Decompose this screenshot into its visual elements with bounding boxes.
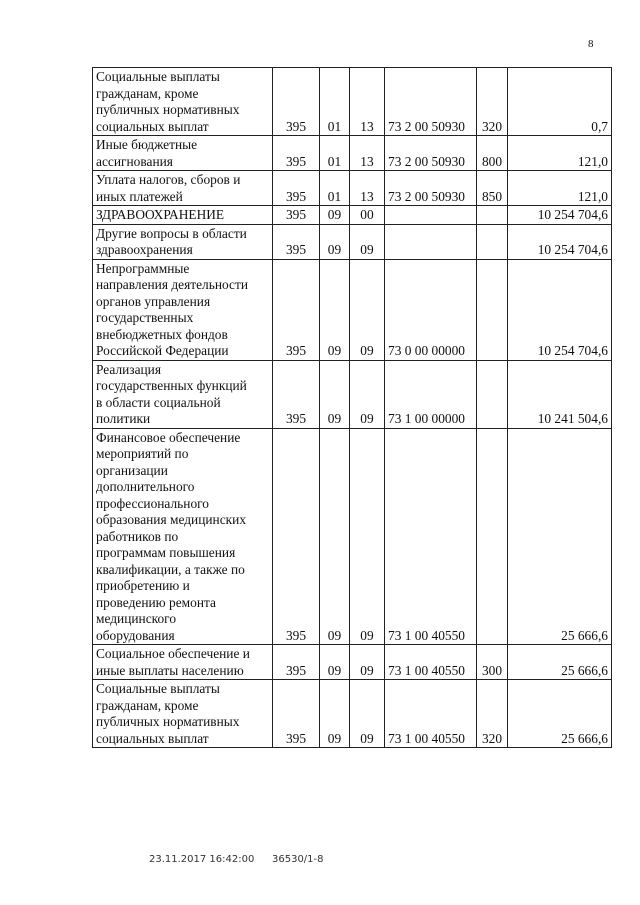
name-line: иные выплаты населению [96,662,244,678]
ved-cell: 395 [273,136,320,171]
name-line: приобретению и [96,578,190,593]
name-line: квалификации, а также по [96,561,245,577]
table-row [93,360,612,428]
name-line: Иные бюджетные [96,137,198,152]
pr-cell: 00 [350,206,385,225]
name-line: оборудования [96,627,175,643]
rz-cell: 09 [320,680,350,748]
name-line: программам повышения [96,545,236,560]
pr-cell: 13 [350,171,385,206]
name-cell [93,428,273,645]
csr-cell: 73 1 00 00000 [385,360,477,428]
table-row [93,206,612,225]
csr-cell: 73 0 00 00000 [385,259,477,360]
name-line: гражданам, кроме [96,85,199,101]
name-line: органов управления [96,293,211,309]
sum-cell: 121,0 [508,136,612,171]
name-line: дополнительного [96,479,195,494]
rz-cell: 09 [320,206,350,225]
ved-cell: 395 [273,259,320,360]
rz-cell: 09 [320,645,350,680]
name-line: социальных выплат [96,730,209,746]
sum-cell: 10 254 704,6 [508,206,612,225]
pr-cell: 09 [350,259,385,360]
rz-cell: 09 [320,259,350,360]
name-cell [93,645,273,680]
vr-cell [477,360,508,428]
sum-cell: 25 666,6 [508,645,612,680]
table-row [93,224,612,259]
table-row [93,259,612,360]
ved-cell: 395 [273,224,320,259]
rz-cell: 01 [320,136,350,171]
name-line: иных платежей [96,188,183,204]
vr-cell: 800 [477,136,508,171]
sum-cell: 10 254 704,6 [508,259,612,360]
name-line: государственных функций [96,378,247,393]
sum-cell: 121,0 [508,171,612,206]
name-cell [93,680,273,748]
vr-cell [477,428,508,645]
table-row [93,136,612,171]
name-line: работников по [96,528,179,544]
name-line: Непрограммные [96,260,190,276]
csr-cell: 73 2 00 50930 [385,68,477,136]
ved-cell: 395 [273,645,320,680]
name-line: политики [96,411,151,426]
rz-cell: 09 [320,428,350,645]
footer-doc-number: 36530/1-8 [272,854,324,865]
page-number: 8 [588,38,594,50]
name-cell [93,360,273,428]
ved-cell: 395 [273,206,320,225]
rz-cell: 09 [320,224,350,259]
csr-cell [385,206,477,225]
ved-cell: 395 [273,171,320,206]
name-line: публичных нормативных [96,102,240,117]
name-line: внебюджетных фондов [96,326,228,342]
name-line: образования медицинских [96,512,247,527]
vr-cell: 300 [477,645,508,680]
name-cell [93,224,273,259]
name-line: Социальные выплаты [96,681,220,696]
rz-cell: 09 [320,360,350,428]
name-line: Российской Федерации [96,343,229,358]
table-row [93,428,612,645]
csr-cell: 73 1 00 40550 [385,645,477,680]
pr-cell: 09 [350,680,385,748]
name-line: гражданам, кроме [96,697,199,713]
csr-cell: 73 2 00 50930 [385,171,477,206]
name-cell [93,171,273,206]
name-line: медицинского [96,611,177,626]
pr-cell: 13 [350,68,385,136]
name-line: Реализация [96,361,162,377]
pr-cell: 09 [350,645,385,680]
table-body [93,68,612,748]
table-row [93,171,612,206]
vr-cell [477,206,508,225]
sum-cell: 0,7 [508,68,612,136]
name-cell [93,259,273,360]
sum-cell: 10 241 504,6 [508,360,612,428]
csr-cell [385,224,477,259]
name-line: Финансовое обеспечение [96,429,241,445]
name-line: направления деятельности [96,277,249,292]
name-line: Социальные выплаты [96,69,220,84]
pr-cell: 09 [350,224,385,259]
name-line: в области социальной [96,394,221,410]
footer-datetime: 23.11.2017 16:42:00 [149,854,255,865]
pr-cell: 13 [350,136,385,171]
vr-cell: 850 [477,171,508,206]
name-line: организации [96,462,168,478]
name-line: здравоохранения [96,242,193,257]
sum-cell: 25 666,6 [508,680,612,748]
name-line: мероприятий по [96,446,189,461]
name-line: Уплата налогов, сборов и [96,172,241,187]
pr-cell: 09 [350,428,385,645]
name-cell [93,136,273,171]
table-row [93,680,612,748]
name-line: ЗДРАВООХРАНЕНИЕ [96,207,225,222]
rz-cell: 01 [320,68,350,136]
sum-cell: 10 254 704,6 [508,224,612,259]
pr-cell: 09 [350,360,385,428]
name-cell [93,68,273,136]
ved-cell: 395 [273,360,320,428]
name-line: публичных нормативных [96,714,240,729]
budget-table [92,67,612,748]
vr-cell: 320 [477,680,508,748]
vr-cell: 320 [477,68,508,136]
csr-cell: 73 1 00 40550 [385,428,477,645]
sum-cell: 25 666,6 [508,428,612,645]
name-line: профессионального [96,495,209,511]
name-line: социальных выплат [96,118,209,134]
name-cell [93,206,273,225]
table-row [93,645,612,680]
vr-cell [477,224,508,259]
name-line: ассигнования [96,153,173,169]
name-line: Социальное обеспечение и [96,646,250,661]
csr-cell: 73 1 00 40550 [385,680,477,748]
ved-cell: 395 [273,68,320,136]
ved-cell: 395 [273,680,320,748]
name-line: государственных [96,310,194,325]
vr-cell [477,259,508,360]
name-line: проведению ремонта [96,594,216,610]
csr-cell: 73 2 00 50930 [385,136,477,171]
ved-cell: 395 [273,428,320,645]
rz-cell: 01 [320,171,350,206]
name-line: Другие вопросы в области [96,225,247,241]
table-row [93,68,612,136]
